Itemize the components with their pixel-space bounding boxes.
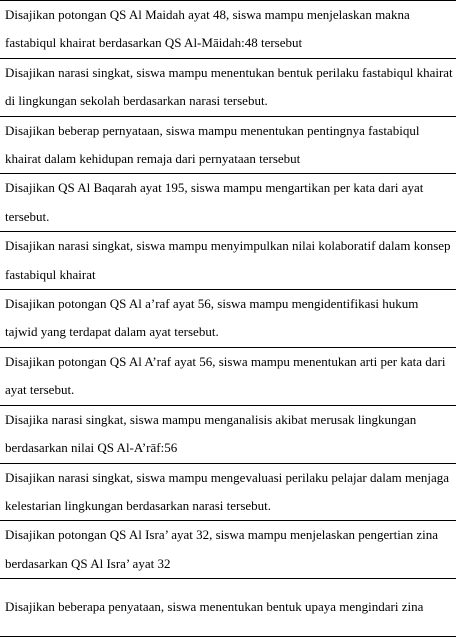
indicator-cell: Disajikan potongan QS Al Maidah ayat 48, siswa mampu menjelaskan makna fastabiqul khairat berdasarkan QS Al-Māidah:48 tersebut [0,1,456,59]
table-row [0,405,456,463]
indicator-cell: Disajikan narasi singkat, siswa mampu menentukan bentuk perilaku fastabiqul khairat di lingkungan sekolah berdasarkan narasi tersebut. [0,58,456,116]
table-row [0,1,456,59]
indicator-cell: Disajikan potongan QS Al A’raf ayat 56, siswa mampu menentukan arti per kata dari ayat tersebut. [0,347,456,405]
indicator-cell: Disajikan QS Al Baqarah ayat 195, siswa mampu mengartikan per kata dari ayat tersebut. [0,174,456,232]
indicator-cell: Disajikan narasi singkat, siswa mampu mengevaluasi perilaku pelajar dalam menjaga kelestarian lingkungan berdasarkan narasi tersebut. [0,463,456,521]
table-row [0,521,456,579]
indicator-cell: Disajikan beberapa penyataan, siswa menentukan bentuk upaya mengindari zina [0,579,456,637]
table-row [0,347,456,405]
table-row [0,174,456,232]
table-row [0,579,456,637]
indicator-cell: Disajikan narasi singkat, siswa mampu menyimpulkan nilai kolaboratif dalam konsep fastabiqul khairat [0,232,456,290]
table-row [0,290,456,348]
table-row [0,58,456,116]
table-row [0,463,456,521]
indicator-cell: Disajikan beberap pernyataan, siswa mampu menentukan pentingnya fastabiqul khairat dalam kehidupan remaja dari pernyataan tersebut [0,116,456,174]
indicator-cell: Disajika narasi singkat, siswa mampu menganalisis akibat merusak lingkungan berdasarkan nilai QS Al-A’rāf:56 [0,405,456,463]
indicator-cell: Disajikan potongan QS Al a’raf ayat 56, siswa mampu mengidentifikasi hukum tajwid yang terdapat dalam ayat tersebut. [0,290,456,348]
table-row [0,116,456,174]
table-row [0,232,456,290]
indicator-cell: Disajikan potongan QS Al Isra’ ayat 32, siswa mampu menjelaskan pengertian zina berdasarkan QS Al Isra’ ayat 32 [0,521,456,579]
